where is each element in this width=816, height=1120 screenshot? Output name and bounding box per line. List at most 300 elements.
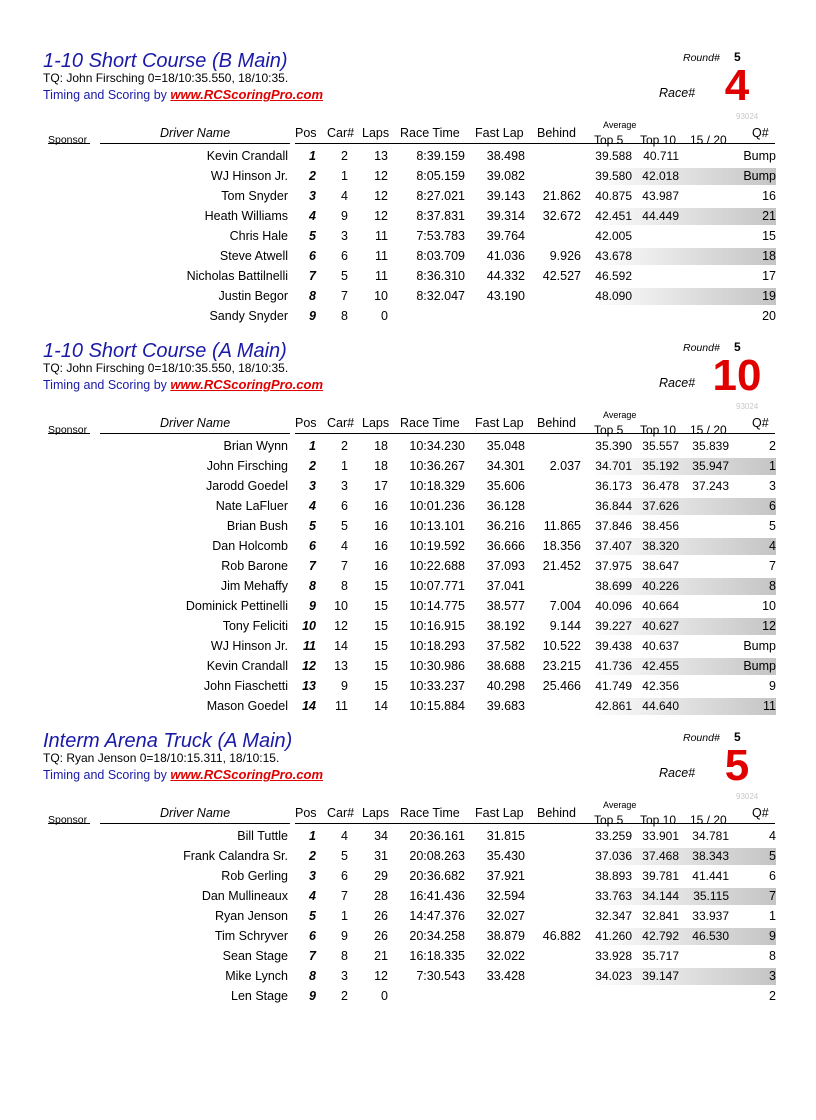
fast-lap: 38.577: [486, 599, 525, 613]
behind: 9.926: [549, 249, 581, 263]
top5-average: 37.975: [595, 559, 632, 573]
col-car: Car#: [327, 416, 355, 430]
top10-average: 39.781: [642, 869, 679, 883]
header-underline: [48, 143, 90, 144]
col-fastlap: Fast Lap: [475, 126, 524, 140]
round-label: Round#: [683, 52, 720, 64]
driver-name: Mike Lynch: [225, 969, 288, 983]
laps: 0: [381, 309, 388, 323]
table-row: [0, 556, 816, 576]
car-number: 5: [341, 849, 348, 863]
table-row: [0, 886, 816, 906]
race-time: 10:18.329: [409, 479, 465, 493]
col-top5: Top 5: [594, 813, 624, 827]
race-time: 7:30.543: [416, 969, 465, 983]
driver-name: Frank Calandra Sr.: [183, 849, 288, 863]
car-number: 7: [341, 559, 348, 573]
race-time: 20:08.263: [409, 849, 465, 863]
qualify-position: 7: [769, 559, 776, 573]
tq-prefix: TQ:: [43, 361, 67, 375]
driver-name: Kevin Crandall: [206, 659, 288, 673]
driver-name: Steve Atwell: [219, 249, 288, 263]
col-racetime: Race Time: [400, 416, 460, 430]
qualify-position: Bump: [743, 149, 776, 163]
behind: 7.004: [549, 599, 581, 613]
qualify-position: 2: [769, 989, 776, 1003]
qualify-position: 5: [769, 519, 776, 533]
position: 10: [302, 619, 316, 633]
car-number: 7: [341, 889, 348, 903]
car-number: 2: [341, 439, 348, 453]
top1520-average: 38.343: [692, 849, 729, 863]
position: 7: [309, 269, 316, 283]
table-row: [0, 596, 816, 616]
round-label: Round#: [683, 732, 720, 744]
car-number: 7: [341, 289, 348, 303]
laps: 11: [375, 269, 388, 283]
table-row: [0, 536, 816, 556]
laps: 15: [374, 639, 388, 653]
col-laps: Laps: [362, 416, 390, 430]
site-link[interactable]: www.RCScoringPro.com: [170, 377, 324, 392]
qualify-position: Bump: [743, 659, 776, 673]
top5-average: 43.678: [595, 249, 632, 263]
fast-lap: 39.764: [486, 229, 525, 243]
race-time: 10:01.236: [409, 499, 465, 513]
timing-prefix: Timing and Scoring by: [43, 378, 171, 392]
qualify-position: 3: [769, 969, 776, 983]
tq-line: [43, 361, 288, 375]
fast-lap: 41.036: [486, 249, 525, 263]
fast-lap: 38.879: [486, 929, 525, 943]
fast-lap: 37.921: [486, 869, 525, 883]
fast-lap: 37.041: [486, 579, 525, 593]
car-number: 2: [341, 149, 348, 163]
table-row: [0, 576, 816, 596]
round-label: Round#: [683, 342, 720, 354]
position: 7: [309, 559, 316, 573]
col-racetime: Race Time: [400, 806, 460, 820]
col-q: Q#: [752, 806, 769, 820]
laps: 21: [374, 949, 388, 963]
position: 2: [309, 459, 316, 473]
race-number: 4: [724, 61, 750, 110]
top10-average: 40.664: [642, 599, 679, 613]
race-time: 16:18.335: [409, 949, 465, 963]
top10-average: 35.717: [642, 949, 679, 963]
col-behind: Behind: [537, 806, 576, 820]
fast-lap: 39.082: [486, 169, 525, 183]
col-1520: 15 / 20: [690, 133, 727, 147]
laps: 15: [374, 579, 388, 593]
header-underline: [48, 433, 90, 434]
car-number: 2: [341, 989, 348, 1003]
laps: 12: [374, 189, 388, 203]
table-row: [0, 456, 816, 476]
position: 1: [309, 829, 316, 843]
driver-name: WJ Hinson Jr.: [210, 639, 288, 653]
top10-average: 43.987: [642, 189, 679, 203]
table-row: [0, 966, 816, 986]
site-link[interactable]: www.RCScoringPro.com: [170, 87, 324, 102]
car-number: 4: [341, 829, 348, 843]
qualify-position: 16: [762, 189, 776, 203]
top5-average: 32.347: [595, 909, 632, 923]
car-number: 1: [341, 459, 348, 473]
race-label: Race#: [659, 86, 696, 100]
col-top10: Top 10: [640, 133, 677, 147]
table-row: [0, 846, 816, 866]
car-number: 13: [334, 659, 348, 673]
position: 8: [309, 289, 316, 303]
driver-name: Tony Feliciti: [222, 619, 288, 633]
car-number: 5: [341, 269, 348, 283]
race-title: Interm Arena Truck (A Main): [43, 730, 293, 752]
qualify-position: 1: [769, 459, 776, 473]
table-row: [0, 516, 816, 536]
top5-average: 39.227: [595, 619, 632, 633]
laps: 18: [374, 459, 388, 473]
qualify-position: 11: [763, 699, 776, 713]
laps: 13: [374, 149, 388, 163]
laps: 12: [374, 969, 388, 983]
col-laps: Laps: [362, 126, 390, 140]
car-number: 9: [341, 679, 348, 693]
fast-lap: 36.128: [486, 499, 525, 513]
driver-name: Jim Mehaffy: [220, 579, 288, 593]
fast-lap: 34.301: [486, 459, 525, 473]
col-driver: Driver Name: [160, 126, 231, 140]
top1520-average: 33.937: [692, 909, 729, 923]
top5-average: 33.259: [595, 829, 632, 843]
fast-lap: 40.298: [486, 679, 525, 693]
table-row: [0, 946, 816, 966]
top10-average: 38.456: [642, 519, 679, 533]
col-behind: Behind: [537, 416, 576, 430]
driver-name: Brian Bush: [226, 519, 288, 533]
position: 6: [309, 539, 316, 553]
top5-average: 41.260: [595, 929, 632, 943]
top5-average: 41.736: [595, 659, 632, 673]
behind: 21.452: [542, 559, 581, 573]
race-time: 7:53.783: [416, 229, 465, 243]
position: 8: [309, 969, 316, 983]
header-underline: [100, 143, 290, 144]
qualify-position: 21: [762, 209, 776, 223]
qualify-position: 15: [762, 229, 776, 243]
top10-average: 35.192: [642, 459, 679, 473]
col-driver: Driver Name: [160, 806, 231, 820]
car-number: 9: [341, 209, 348, 223]
top1520-average: 35.115: [693, 889, 729, 903]
laps: 15: [374, 679, 388, 693]
position: 6: [309, 929, 316, 943]
driver-name: Kevin Crandall: [206, 149, 288, 163]
col-1520: 15 / 20: [690, 423, 727, 437]
laps: 15: [374, 599, 388, 613]
results-table: [0, 826, 816, 1006]
top5-average: 37.407: [595, 539, 632, 553]
car-number: 8: [341, 949, 348, 963]
round-value: 5: [734, 50, 741, 64]
fast-lap: 36.216: [486, 519, 525, 533]
laps: 26: [374, 909, 388, 923]
tq-text: John Firsching 0=18/10:35.550, 18/10:35.: [66, 361, 289, 375]
race-time: 20:36.682: [409, 869, 465, 883]
race-time: 10:36.267: [409, 459, 465, 473]
qualify-position: 19: [762, 289, 776, 303]
table-row: [0, 906, 816, 926]
qualify-position: 9: [769, 679, 776, 693]
top5-average: 48.090: [595, 289, 632, 303]
race-time: 10:13.101: [409, 519, 465, 533]
tq-prefix: TQ:: [43, 751, 67, 765]
top10-average: 40.711: [643, 149, 679, 163]
race-number: 5: [724, 741, 750, 790]
race-time: 8:05.159: [416, 169, 465, 183]
top5-average: 36.844: [595, 499, 632, 513]
tq-text: John Firsching 0=18/10:35.550, 18/10:35.: [66, 71, 289, 85]
col-sponsor: Sponsor: [48, 134, 88, 146]
laps: 11: [375, 229, 388, 243]
table-row: [0, 476, 816, 496]
fast-lap: 39.143: [486, 189, 525, 203]
car-number: 9: [341, 929, 348, 943]
laps: 28: [374, 889, 388, 903]
qualify-position: 12: [762, 619, 776, 633]
col-top5: Top 5: [594, 423, 624, 437]
top1520-average: 37.243: [692, 479, 729, 493]
col-pos: Pos: [295, 126, 317, 140]
top5-average: 38.893: [595, 869, 632, 883]
col-laps: Laps: [362, 806, 390, 820]
site-link[interactable]: www.RCScoringPro.com: [170, 767, 324, 782]
table-row: [0, 826, 816, 846]
driver-name: Dominick Pettinelli: [185, 599, 288, 613]
race-time: 10:30.986: [409, 659, 465, 673]
col-pos: Pos: [295, 416, 317, 430]
results-table: [0, 146, 816, 326]
race-time: 8:37.831: [416, 209, 465, 223]
driver-name: John Firsching: [206, 459, 288, 473]
laps: 15: [374, 619, 388, 633]
timing-line: [43, 767, 323, 782]
table-row: [0, 146, 816, 166]
race-time: 8:32.047: [416, 289, 465, 303]
header-underline: [295, 433, 775, 434]
fast-lap: 37.093: [486, 559, 525, 573]
race-time: 16:41.436: [409, 889, 465, 903]
car-number: 3: [341, 969, 348, 983]
table-row: [0, 186, 816, 206]
laps: 0: [381, 989, 388, 1003]
top10-average: 34.144: [642, 889, 679, 903]
race-label: Race#: [659, 766, 696, 780]
tq-line: [43, 751, 279, 765]
driver-name: Rob Gerling: [221, 869, 288, 883]
position: 12: [302, 659, 316, 673]
driver-name: Heath Williams: [204, 209, 288, 223]
round-value: 5: [734, 340, 741, 354]
top10-average: 42.018: [642, 169, 679, 183]
behind: 46.882: [542, 929, 581, 943]
driver-name: Jarodd Goedel: [205, 479, 288, 493]
position: 9: [309, 599, 316, 613]
table-row: [0, 206, 816, 226]
top10-average: 37.626: [642, 499, 679, 513]
position: 4: [309, 889, 316, 903]
qualify-position: 8: [769, 949, 776, 963]
behind: 11.865: [543, 519, 581, 533]
top5-average: 38.699: [595, 579, 632, 593]
position: 2: [309, 849, 316, 863]
qualify-position: 6: [769, 499, 776, 513]
race-time: 10:16.915: [409, 619, 465, 633]
top5-average: 42.005: [595, 229, 632, 243]
col-racetime: Race Time: [400, 126, 460, 140]
fast-lap: 33.428: [486, 969, 525, 983]
average-label: Average: [603, 120, 637, 130]
timing-line: [43, 377, 323, 392]
driver-name: John Fiaschetti: [203, 679, 288, 693]
top5-average: 39.588: [595, 149, 632, 163]
position: 1: [309, 439, 316, 453]
qualify-position: 5: [769, 849, 776, 863]
race-time: 10:15.884: [409, 699, 465, 713]
top1520-average: 34.781: [692, 829, 729, 843]
table-row: [0, 226, 816, 246]
position: 9: [309, 309, 316, 323]
table-row: [0, 266, 816, 286]
top10-average: 40.226: [642, 579, 679, 593]
driver-name: Sandy Snyder: [209, 309, 288, 323]
qualify-position: 4: [769, 829, 776, 843]
average-label: Average: [603, 800, 637, 810]
position: 3: [309, 189, 316, 203]
car-number: 14: [334, 639, 348, 653]
car-number: 6: [341, 249, 348, 263]
race-title: 1-10 Short Course (B Main): [43, 50, 288, 72]
laps: 31: [374, 849, 388, 863]
laps: 15: [374, 659, 388, 673]
position: 5: [309, 229, 316, 243]
position: 7: [309, 949, 316, 963]
col-fastlap: Fast Lap: [475, 806, 524, 820]
top5-average: 46.592: [595, 269, 632, 283]
fast-lap: 32.594: [486, 889, 525, 903]
top5-average: 41.749: [595, 679, 632, 693]
car-number: 6: [341, 869, 348, 883]
col-top5: Top 5: [594, 133, 624, 147]
laps: 29: [374, 869, 388, 883]
fast-lap: 32.027: [486, 909, 525, 923]
top10-average: 33.901: [642, 829, 679, 843]
qualify-position: 4: [769, 539, 776, 553]
race-time: 10:18.293: [409, 639, 465, 653]
col-sponsor: Sponsor: [48, 814, 88, 826]
qualify-position: 7: [769, 889, 776, 903]
results-table: [0, 436, 816, 716]
race-time: 20:36.161: [409, 829, 465, 843]
header-underline: [295, 823, 775, 824]
car-number: 3: [341, 229, 348, 243]
laps: 18: [374, 439, 388, 453]
car-number: 11: [335, 699, 348, 713]
car-number: 4: [341, 539, 348, 553]
car-number: 5: [341, 519, 348, 533]
top10-average: 36.478: [642, 479, 679, 493]
driver-name: Dan Mullineaux: [201, 889, 288, 903]
qualify-position: 6: [769, 869, 776, 883]
driver-name: Brian Wynn: [223, 439, 288, 453]
driver-name: Tom Snyder: [221, 189, 288, 203]
race-number: 10: [712, 351, 762, 400]
car-number: 1: [341, 909, 348, 923]
driver-name: Justin Begor: [218, 289, 288, 303]
race-time: 10:34.230: [409, 439, 465, 453]
behind: 32.672: [542, 209, 581, 223]
position: 5: [309, 519, 316, 533]
table-row: [0, 436, 816, 456]
fast-lap: 39.683: [486, 699, 525, 713]
fast-lap: 39.314: [486, 209, 525, 223]
average-label: Average: [603, 410, 637, 420]
top10-average: 39.147: [642, 969, 679, 983]
table-row: [0, 496, 816, 516]
fast-lap: 38.498: [486, 149, 525, 163]
fast-lap: 35.048: [486, 439, 525, 453]
top10-average: 37.468: [642, 849, 679, 863]
driver-name: Nate LaFluer: [215, 499, 288, 513]
race-title: 1-10 Short Course (A Main): [43, 340, 287, 362]
race-time: 20:34.258: [409, 929, 465, 943]
top5-average: 40.096: [595, 599, 632, 613]
top5-average: 37.036: [595, 849, 632, 863]
laps: 12: [374, 209, 388, 223]
top1520-average: 35.839: [692, 439, 729, 453]
qualify-position: 1: [769, 909, 776, 923]
position: 4: [309, 209, 316, 223]
fast-lap: 44.332: [486, 269, 525, 283]
timing-prefix: Timing and Scoring by: [43, 768, 171, 782]
behind: 2.037: [549, 459, 581, 473]
top5-average: 33.763: [595, 889, 632, 903]
race-time: 14:47.376: [409, 909, 465, 923]
timing-prefix: Timing and Scoring by: [43, 88, 171, 102]
race-time: 8:36.310: [416, 269, 465, 283]
top5-average: 36.173: [595, 479, 632, 493]
table-row: [0, 656, 816, 676]
col-pos: Pos: [295, 806, 317, 820]
behind: 10.522: [542, 639, 581, 653]
race-label: Race#: [659, 376, 696, 390]
laps: 10: [374, 289, 388, 303]
top5-average: 34.023: [595, 969, 632, 983]
top1520-average: 35.947: [692, 459, 729, 473]
race-time: 8:03.709: [416, 249, 465, 263]
race-time: 10:07.771: [409, 579, 465, 593]
col-q: Q#: [752, 126, 769, 140]
position: 6: [309, 249, 316, 263]
behind: 42.527: [542, 269, 581, 283]
header-underline: [295, 143, 775, 144]
car-number: 8: [341, 309, 348, 323]
car-number: 6: [341, 499, 348, 513]
top10-average: 38.647: [642, 559, 679, 573]
qualify-position: Bump: [743, 639, 776, 653]
fast-lap: 38.688: [486, 659, 525, 673]
table-row: [0, 166, 816, 186]
